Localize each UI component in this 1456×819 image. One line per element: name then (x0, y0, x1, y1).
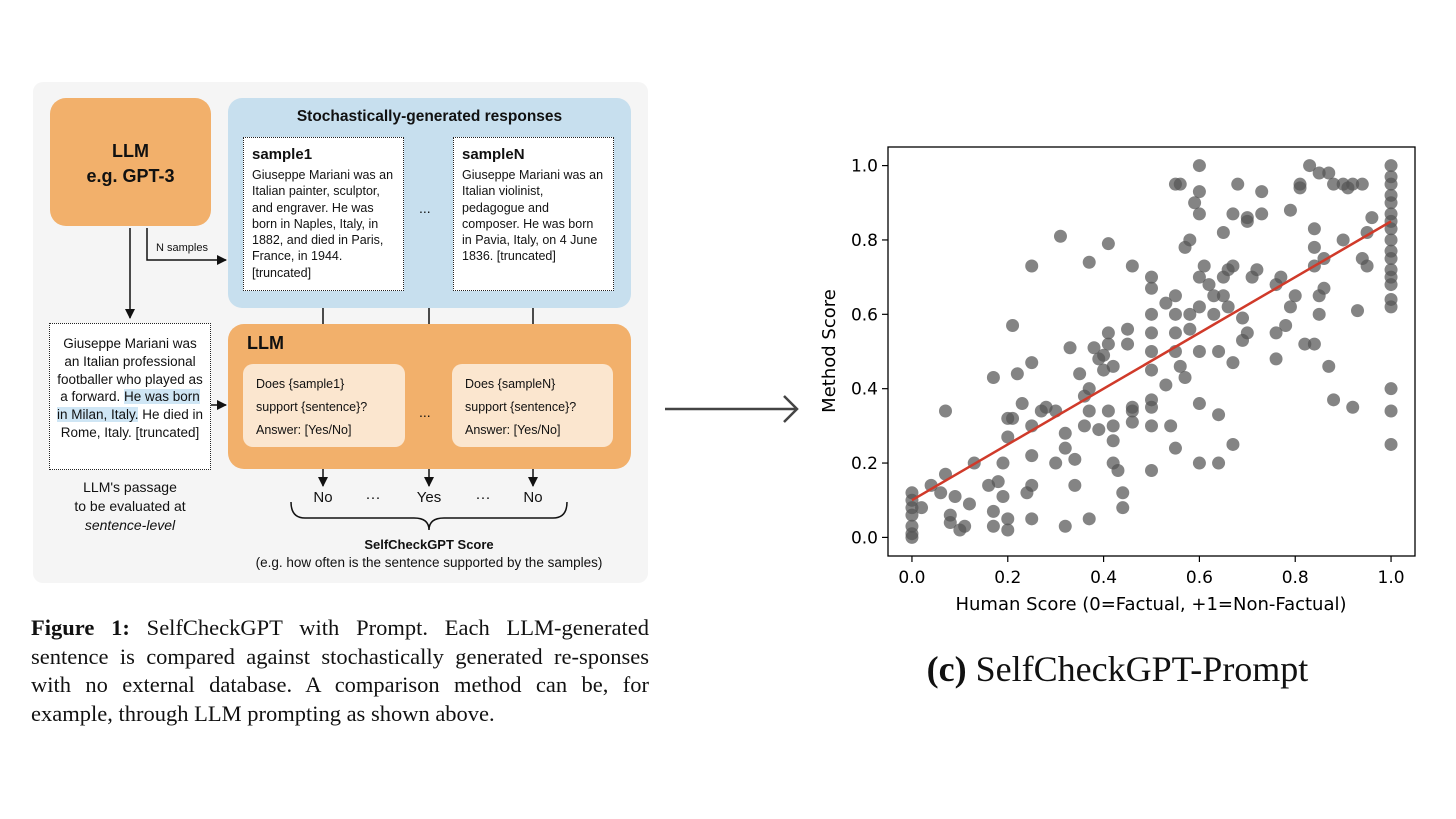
data-point (987, 371, 1000, 384)
llm-generator-title: LLM (112, 141, 149, 161)
output-yes: Yes (416, 489, 442, 506)
data-point (1169, 308, 1182, 321)
data-point (1385, 438, 1398, 451)
figure-caption-left (31, 614, 649, 729)
data-point (1255, 207, 1268, 220)
sample1-box (243, 137, 404, 291)
data-point (1385, 189, 1398, 202)
scatter-chart (805, 130, 1435, 630)
data-point (1226, 207, 1239, 220)
data-point (1073, 367, 1086, 380)
passage-highlight-sentence: He was born in Milan, Italy. (56, 389, 200, 423)
questionN-line3: Answer: [Yes/No] (465, 423, 561, 437)
data-point (1102, 338, 1115, 351)
data-point (1279, 319, 1292, 332)
figure-caption-right (905, 648, 1330, 690)
data-point (1169, 326, 1182, 339)
data-point (1270, 352, 1283, 365)
data-point (1097, 349, 1110, 362)
passage-box (49, 323, 211, 470)
data-point (1198, 259, 1211, 272)
data-point (1217, 226, 1230, 239)
data-point (987, 505, 1000, 518)
data-point (1193, 300, 1206, 313)
data-point (1193, 345, 1206, 358)
data-point (1159, 378, 1172, 391)
y-axis-ticks (851, 157, 888, 549)
data-point (1385, 263, 1398, 276)
data-point (1308, 222, 1321, 235)
data-point (996, 490, 1009, 503)
data-point (1385, 382, 1398, 395)
score-subtitle: (e.g. how often is the sentence supported by the samples) (255, 555, 603, 570)
x-tick-label: 0.2 (994, 568, 1022, 588)
data-point (1169, 442, 1182, 455)
output-no-1: No (313, 489, 333, 506)
data-point (1126, 416, 1139, 429)
data-point (1107, 419, 1120, 432)
data-point (1059, 520, 1072, 533)
questions-ellipsis: ... (419, 404, 431, 420)
data-point (939, 404, 952, 417)
data-point (1183, 323, 1196, 336)
questionN-line2: support {sentence}? (465, 400, 577, 414)
data-point (958, 520, 971, 533)
data-point (1327, 393, 1340, 406)
llm-generator-box (50, 98, 211, 226)
data-point (963, 497, 976, 510)
data-point (1356, 178, 1369, 191)
x-axis-ticks (898, 556, 1404, 588)
data-point (1308, 338, 1321, 351)
data-point (1116, 486, 1129, 499)
x-tick-label: 0.6 (1185, 568, 1213, 588)
data-point (1193, 185, 1206, 198)
data-point (1217, 289, 1230, 302)
data-point (1337, 233, 1350, 246)
data-point (1116, 501, 1129, 514)
data-point (1025, 356, 1038, 369)
panel-arrow-icon (660, 393, 805, 425)
fit-line (912, 221, 1391, 500)
data-point (1365, 211, 1378, 224)
data-point (1083, 512, 1096, 525)
data-point (992, 475, 1005, 488)
data-point (1193, 207, 1206, 220)
data-point (1102, 237, 1115, 250)
data-point (1078, 419, 1091, 432)
data-point (1121, 323, 1134, 336)
data-point (1226, 259, 1239, 272)
question1-line2: support {sentence}? (256, 400, 368, 414)
data-point (1385, 207, 1398, 220)
data-point (1068, 453, 1081, 466)
data-point (1241, 211, 1254, 224)
data-point (1308, 241, 1321, 254)
data-point (1102, 404, 1115, 417)
sample1-text: Giuseppe Mariani was an Italian painter, sculptor, and engraver. He was born in Naples, Italy, in 1882, and died in Paris, France, in 1944. [truncated] (252, 168, 394, 280)
data-point (1145, 345, 1158, 358)
sampleN-box (453, 137, 614, 291)
data-point (1145, 393, 1158, 406)
data-point (1025, 479, 1038, 492)
data-point (949, 490, 962, 503)
questionN-line1: Does {sampleN} (465, 377, 556, 391)
data-point (1145, 308, 1158, 321)
data-point (1025, 449, 1038, 462)
data-point (1054, 230, 1067, 243)
data-point (1313, 308, 1326, 321)
data-point (1193, 159, 1206, 172)
sampleN-text: Giuseppe Mariani was an Italian violinist, pedagogue and composer. He was born in Pavia, Italy, on 4 June 1836. [truncated] (462, 168, 604, 264)
data-point (1092, 423, 1105, 436)
data-point (905, 520, 918, 533)
data-point (1145, 419, 1158, 432)
data-point (1145, 326, 1158, 339)
data-point (1351, 304, 1364, 317)
data-point (1193, 457, 1206, 470)
y-axis-label: Method Score (819, 289, 840, 413)
data-point (1068, 479, 1081, 492)
data-point (1102, 326, 1115, 339)
data-point (1107, 434, 1120, 447)
samples-ellipsis: ... (419, 200, 431, 216)
x-tick-label: 0.8 (1281, 568, 1309, 588)
data-point (1284, 204, 1297, 217)
data-point (1179, 371, 1192, 384)
data-point (1231, 178, 1244, 191)
subfigure-title: SelfCheckGPT-Prompt (966, 649, 1309, 689)
question1-line1: Does {sample1} (256, 377, 345, 391)
data-point (1121, 338, 1134, 351)
subfigure-label: (c) (926, 649, 967, 689)
data-point (1193, 397, 1206, 410)
data-point (1385, 404, 1398, 417)
data-point (1236, 312, 1249, 325)
data-point (915, 501, 928, 514)
data-point (1222, 300, 1235, 313)
data-point (1107, 360, 1120, 373)
data-point (1226, 356, 1239, 369)
data-point (996, 457, 1009, 470)
data-point (1164, 419, 1177, 432)
data-point (1385, 245, 1398, 258)
data-point (1126, 404, 1139, 417)
llm-verifier-title: LLM (247, 333, 284, 353)
passage-caption-line2: to be evaluated at (74, 498, 186, 514)
data-point (1006, 412, 1019, 425)
data-point (1250, 263, 1263, 276)
data-point (1212, 457, 1225, 470)
data-point (1322, 167, 1335, 180)
n-samples-label: N samples (156, 242, 208, 254)
data-point (1284, 300, 1297, 313)
data-point (1001, 523, 1014, 536)
data-point (1011, 367, 1024, 380)
score-brace (291, 502, 567, 530)
data-point (1064, 341, 1077, 354)
y-tick-label: 0.4 (850, 379, 878, 400)
data-point (1212, 408, 1225, 421)
sample1-title: sample1 (252, 146, 313, 163)
figure-caption-text: SelfCheckGPT with Prompt. Each LLM-generated sentence is compared against stochastically generated re-sponses with no external database. A comparison method can be, for example, through LLM prompting as shown above. (31, 615, 649, 727)
data-point (1346, 401, 1359, 414)
data-point (1049, 457, 1062, 470)
responses-title: Stochastically-generated responses (296, 108, 563, 125)
data-point (1025, 259, 1038, 272)
y-tick-label: 0.8 (850, 230, 878, 251)
x-tick-label: 1.0 (1377, 568, 1405, 588)
data-point (1006, 319, 1019, 332)
data-point (1183, 233, 1196, 246)
passage-caption-line1: LLM's passage (83, 479, 177, 495)
data-point (1255, 185, 1268, 198)
data-point (1385, 170, 1398, 183)
passage-caption-line3: sentence-level (84, 517, 176, 533)
data-point (1385, 293, 1398, 306)
data-point (1016, 397, 1029, 410)
data-point (1083, 404, 1096, 417)
data-point (1083, 256, 1096, 269)
data-point (1145, 464, 1158, 477)
output-no-n: No (523, 489, 543, 506)
data-point (1202, 278, 1215, 291)
y-tick-label: 0.6 (850, 305, 878, 326)
data-point (1059, 442, 1072, 455)
data-point (987, 520, 1000, 533)
llm-generator-subtitle: e.g. GPT-3 (86, 166, 175, 186)
data-point (1025, 512, 1038, 525)
data-point (1188, 196, 1201, 209)
data-point (1174, 360, 1187, 373)
data-point (1059, 427, 1072, 440)
y-tick-label: 0.2 (850, 454, 878, 475)
data-points (905, 159, 1397, 544)
data-point (1317, 282, 1330, 295)
output-ellipsis-2: ··· (475, 489, 491, 506)
data-point (934, 486, 947, 499)
data-point (1385, 159, 1398, 172)
figure-caption-label: Figure 1: (31, 615, 130, 640)
sampleN-title: sampleN (462, 146, 525, 163)
data-point (1289, 289, 1302, 302)
data-point (1169, 289, 1182, 302)
passage-caption (49, 478, 211, 535)
data-point (1145, 282, 1158, 295)
data-point (1361, 259, 1374, 272)
data-point (1226, 438, 1239, 451)
data-point (1241, 326, 1254, 339)
selfcheck-diagram (33, 82, 648, 583)
data-point (1322, 360, 1335, 373)
y-tick-label: 1.0 (850, 156, 878, 177)
x-axis-label: Human Score (0=Factual, +1=Non-Factual) (955, 594, 1347, 615)
data-point (1111, 464, 1124, 477)
data-point (1207, 308, 1220, 321)
question1-line3: Answer: [Yes/No] (256, 423, 352, 437)
question1-box (243, 364, 405, 447)
passage-text-end: He died in Rome, Italy. [truncated] (60, 407, 204, 440)
questionN-box (452, 364, 613, 447)
x-tick-label: 0.4 (1090, 568, 1118, 588)
data-point (1001, 512, 1014, 525)
x-tick-label: 0.0 (898, 568, 926, 588)
y-tick-label: 0.0 (850, 528, 878, 549)
data-point (1145, 271, 1158, 284)
score-title: SelfCheckGPT Score (364, 537, 494, 552)
data-point (1385, 233, 1398, 246)
data-point (1126, 259, 1139, 272)
data-point (1294, 181, 1307, 194)
data-point (1145, 364, 1158, 377)
output-ellipsis-1: ··· (365, 489, 381, 506)
passage-text: Giuseppe Mariani was an Italian professional footballer who played as a forward. (57, 336, 203, 405)
data-point (1212, 345, 1225, 358)
data-point (1174, 178, 1187, 191)
